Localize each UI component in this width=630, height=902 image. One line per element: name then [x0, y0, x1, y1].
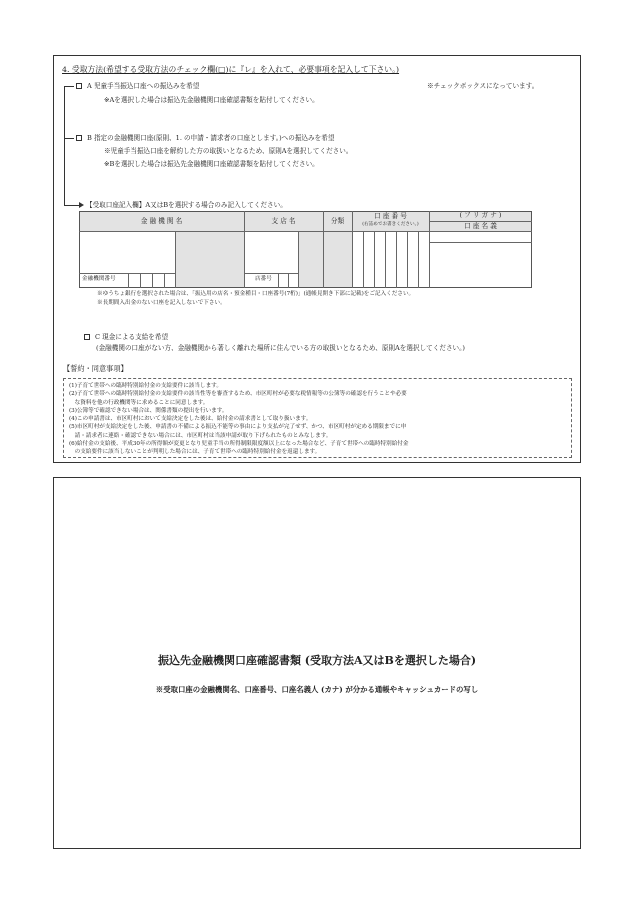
col-category: 分類: [330, 217, 345, 225]
pledge-item: の支給要件に該当しないことが判明した場合には、子育て世帯への臨時特別給付金を返還します。: [69, 449, 321, 456]
option-b-checkbox[interactable]: [76, 135, 82, 141]
option-a-note: ※Aを選択した場合は振込先金融機関口座確認書類を貼付してください。: [104, 96, 319, 104]
checkbox-note: ※チェックボックスになっています。: [427, 82, 539, 90]
option-b-note2: ※Bを選択した場合は振込先金融機関口座確認書類を貼付してください。: [104, 160, 319, 168]
pledge-item: (5)市区町村が支給決定をした後、申請書の不備による振込不能等の事由により支払が完了せず、かつ、市区町村が定める期限までに申: [69, 424, 407, 431]
long-term-note: ※長期間入出金のない口座を記入しないで下さい。: [97, 300, 226, 306]
pledge-item: (3)公簿等で確認できない場合は、関係書類の提出を行います。: [69, 407, 228, 414]
arrow-right-icon: [79, 202, 84, 208]
col-furigana: ( フ リ ガ ナ ): [459, 211, 502, 219]
account-section-title: 【受取口座記入欄】A又はBを選択する場合のみ記入してください。: [86, 201, 287, 209]
option-c-note: (金融機関の口座がない方、金融機関から著しく離れた場所に住んでいる方の取扱いとなるため、原則Aを選択してください。): [96, 344, 465, 352]
option-a-checkbox[interactable]: [76, 83, 82, 89]
bank-code-label: 金融機関番号: [82, 276, 116, 282]
option-c-label: C 現金による支給を希望: [95, 333, 169, 341]
section4-heading: 4. 受取方法(希望する受取方法のチェック欄(□)に『レ』を入れて、必要事項を記入して下さい。): [62, 65, 400, 74]
col-account-holder: 口 座 名 義: [464, 222, 497, 230]
attachment-title: 振込先金融機関口座確認書類 (受取方法A又はBを選択した場合): [157, 654, 477, 667]
pledge-title: 【誓約・同意事項】: [63, 364, 128, 373]
yucho-note: ※ゆうちょ銀行を選択された場合は、「振込用の店名・預金種目・口座番号(7桁)」(通帳見開き下部に記載)をご記入ください。: [97, 291, 415, 297]
option-c-checkbox[interactable]: [84, 334, 90, 340]
branch-code-label: 店番号: [255, 276, 272, 282]
pledge-list: [69, 382, 408, 457]
pledge-item: (6)給付金の支給後、平成30年の所得額が変更となり児童手当の所得制限限度額以上になった場合など、子育て世帯への臨時特別給付金: [69, 441, 409, 448]
option-b-note1: ※児童手当振込口座を解約した方の取扱いとなるため、原則Aを選択してください。: [104, 147, 353, 155]
pledge-item: 請・請求者に連絡・確認できない場合には、市区町村は当該申請が取り下げられたものとみなします。: [69, 432, 332, 439]
pledge-item: (2)子育て世帯への臨時特別給付金の支給要件の該当性等を審査するため、市区町村が必要な税情報等の公簿等の確認を行うことや必要: [69, 391, 407, 398]
bracket-line: [64, 86, 65, 206]
pledge-item: な資料を他の行政機関等に求めることに同意します。: [69, 399, 209, 406]
col-bank-name: 金 融 機 関 名: [140, 217, 183, 225]
option-b-label: B 指定の金融機関口座(原則、1. の申請・請求者の口座とします。)への振込みを希望: [87, 134, 335, 142]
option-a-label: A 児童手当振込口座への振込みを希望: [87, 82, 200, 90]
pledge-item: (4)この申請書は、市区町村において支給決定をした後は、給付金の請求書として取り扱います。: [69, 416, 312, 423]
col-account-number: 口 座 番 号: [374, 212, 407, 220]
attachment-note: ※受取口座の金融機関名、口座番号、口座名義人 (カナ) が分かる通帳やキャッシュカードの写し: [155, 685, 479, 694]
col-branch-name: 支 店 名: [271, 217, 296, 225]
col-account-number-sub: (右詰めでお書きください。): [362, 222, 419, 227]
pledge-item: (1)子育て世帯への臨時特別給付金の支給要件に該当します。: [69, 383, 222, 389]
